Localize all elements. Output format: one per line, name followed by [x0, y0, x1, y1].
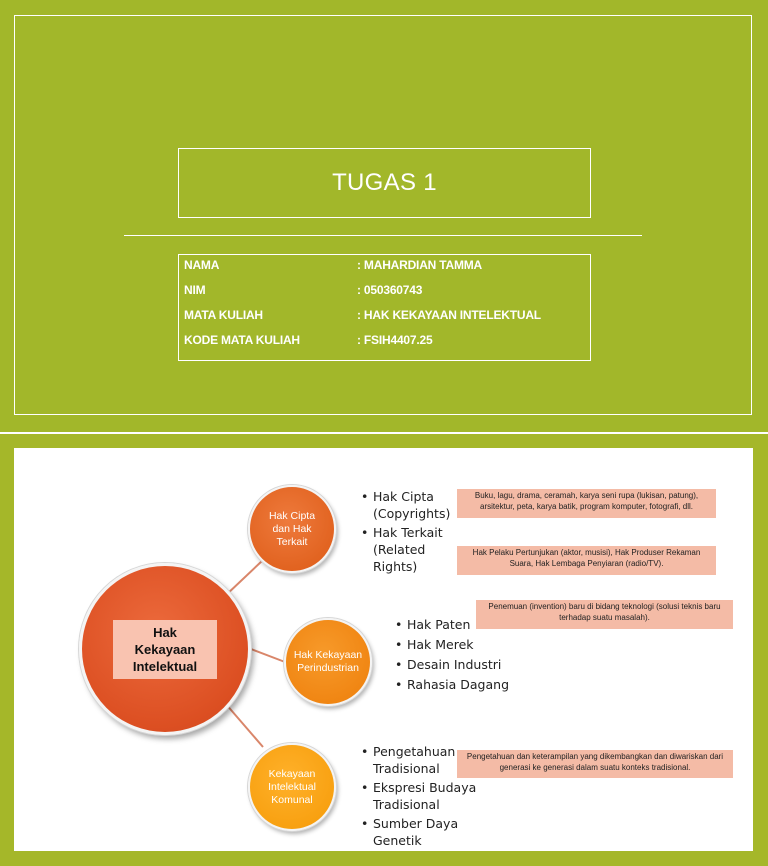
branch-label: Kekayaan Intelektual Komunal: [268, 767, 316, 806]
info-label: NAMA: [184, 258, 220, 272]
info-value: : HAK KEKAYAAN INTELEKTUAL: [357, 308, 541, 322]
info-label: MATA KULIAH: [184, 308, 263, 322]
branch-circle-hak-cipta: [248, 485, 336, 573]
info-value: : MAHARDIAN TAMMA: [357, 258, 483, 272]
list-item: • Hak Cipta (Copyrights): [361, 488, 461, 522]
student-info-box: [178, 254, 591, 361]
list-item: • Ekspresi Budaya Tradisional: [361, 779, 481, 813]
branch-label: Hak Kekayaan Perindustrian: [293, 649, 363, 674]
list-item: • Desain Industri: [395, 655, 535, 675]
list-item: • Pengetahuan Tradisional: [361, 743, 481, 777]
note-hak-cipta: Buku, lagu, drama, ceramah, karya seni rupa (lukisan, patung), arsitektur, peta, karya batik, program komputer, fotografi, dll.: [457, 489, 716, 518]
info-value: : FSIH4407.25: [357, 333, 433, 347]
info-label: KODE MATA KULIAH: [184, 333, 300, 347]
info-label: NIM: [184, 283, 206, 297]
title-box: [178, 148, 591, 218]
center-circle: [79, 563, 251, 735]
connector-3: [225, 703, 263, 747]
slide-title: TUGAS 1: [332, 169, 437, 196]
note-hak-terkait: Hak Pelaku Pertunjukan (aktor, musisi), Hak Produser Rekaman Suara, Hak Lembaga Penyiaran (radio/TV).: [457, 546, 716, 575]
divider-line: [124, 235, 642, 236]
mindmap-slide: [0, 434, 768, 866]
list-item: • Rahasia Dagang: [395, 675, 535, 695]
list-item: • Hak Terkait (Related Rights): [361, 524, 461, 575]
branch-label: Hak Cipta dan Hak Terkait: [268, 509, 316, 548]
note-hak-paten: Penemuan (invention) baru di bidang teknologi (solusi teknis baru terhadap suatu masalah).: [476, 600, 733, 629]
connector-2: [251, 649, 285, 662]
list-item: • Hak Merek: [395, 635, 535, 655]
info-value: : 050360743: [357, 283, 423, 297]
title-slide: [0, 0, 768, 432]
center-label: Hak Kekayaan Intelektual: [113, 620, 217, 679]
branch-circle-hak-perindustrian: [284, 618, 372, 706]
branch-circle-komunal: [248, 743, 336, 831]
mindmap-panel: [14, 448, 753, 851]
note-pengetahuan-tradisional: Pengetahuan dan keterampilan yang dikembangkan dan diwariskan dari generasi ke generasi dalam suatu konteks tradisional.: [457, 750, 733, 778]
list-item: • Sumber Daya Genetik: [361, 815, 481, 849]
branch-1-list: [361, 488, 461, 575]
connector-1: [225, 560, 263, 596]
list-item: • Hak Paten: [395, 615, 535, 635]
